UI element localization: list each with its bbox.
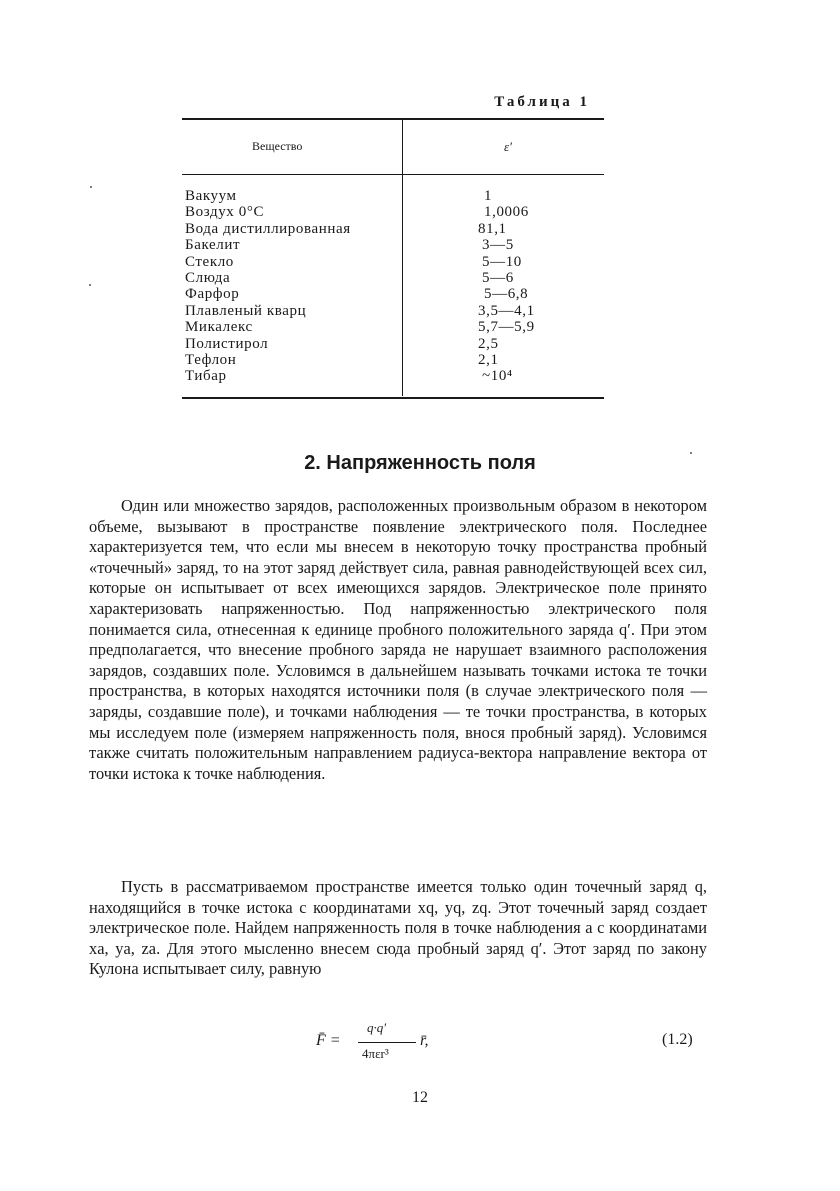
- substance-cell: Воздух 0°С: [185, 204, 265, 221]
- substance-cell: Полистирол: [185, 335, 269, 352]
- page-number: 12: [412, 1089, 428, 1106]
- print-speck: [690, 452, 692, 454]
- table-bottom-rule: [182, 397, 604, 399]
- coulomb-formula: [316, 1020, 516, 1066]
- epsilon-cell: 2,5: [478, 335, 499, 352]
- substance-cell: Бакелит: [185, 237, 241, 254]
- table-row: [182, 303, 604, 319]
- epsilon-cell: 3—5: [482, 237, 514, 254]
- formula-lhs: F̄ =: [316, 1032, 341, 1049]
- epsilon-cell: 1: [484, 188, 493, 204]
- substance-cell: Плавленый кварц: [185, 302, 307, 319]
- data-table: [182, 118, 604, 400]
- epsilon-cell: 1,0006: [484, 204, 529, 221]
- substance-cell: Фарфор: [185, 286, 240, 303]
- table-row: [182, 188, 604, 204]
- table-row: [182, 319, 604, 335]
- epsilon-cell: 5—6,8: [484, 286, 529, 303]
- table-row: [182, 237, 604, 253]
- formula-tail: r̄,: [420, 1032, 429, 1049]
- substance-cell: Тибар: [185, 368, 227, 385]
- epsilon-cell: 81,1: [478, 220, 507, 237]
- table-row: [182, 254, 604, 270]
- print-speck: [89, 284, 91, 286]
- table-row: [182, 270, 604, 286]
- substance-cell: Слюда: [185, 269, 231, 286]
- table-row: [182, 221, 604, 237]
- section-title: 2. Напряженность поля: [304, 452, 536, 474]
- column-header-substance: Вещество: [252, 139, 303, 153]
- equation-number: (1.2): [662, 1031, 693, 1048]
- table-header-rule: [182, 174, 604, 175]
- substance-cell: Вода дистиллированная: [185, 220, 351, 237]
- epsilon-cell: 5,7—5,9: [478, 319, 535, 336]
- table-row: [182, 286, 604, 302]
- table-row: [182, 336, 604, 352]
- epsilon-cell: ~10⁴: [482, 368, 513, 385]
- epsilon-cell: 5—6: [482, 269, 514, 286]
- table-body: [182, 188, 604, 385]
- paragraph: Пусть в рассматриваемом пространстве имеется только один точечный заряд q, находящийся в точке истока с координатами xq, yq, zq. Этот точечный заряд создает электрическое поле. Найдем напряженность поля в точке наблюдения a с координатами xa, ya, za. Для этого мысленно внесем сюда пробный заряд q′. Этот заряд по закону Кулона испытывает силу, равную: [89, 877, 707, 979]
- epsilon-cell: 2,1: [478, 351, 499, 368]
- column-header-epsilon: ε′: [504, 139, 512, 154]
- formula-denominator: 4πεr³: [362, 1046, 389, 1061]
- formula-numerator: q·q′: [367, 1020, 387, 1035]
- fraction-bar: [358, 1042, 416, 1043]
- epsilon-cell: 3,5—4,1: [478, 302, 535, 319]
- table-caption: Таблица 1: [494, 94, 590, 110]
- table-row: [182, 368, 604, 384]
- epsilon-cell: 5—10: [482, 253, 522, 270]
- substance-cell: Микалекс: [185, 319, 253, 336]
- table-top-rule: [182, 118, 604, 120]
- substance-cell: Стекло: [185, 253, 234, 270]
- print-speck: [90, 186, 92, 188]
- substance-cell: Вакуум: [185, 188, 237, 204]
- paragraph: Один или множество зарядов, расположенных произвольным образом в некотором объеме, вызывают в пространстве появление электрического поля. Последнее характеризуется тем, что если мы внесем в некоторую точку пространства пробный «точечный» заряд, то на этот заряд действует сила, равная равнодействующей всех сил, которые он испытывает от всех имеющихся зарядов. Электрическое поле принято характеризовать напряженностью. Под напряженностью электрического поля понимается сила, отнесенная к единице пробного положительного заряда q′. При этом предполагается, что внесение пробного заряда не нарушает взаимного расположения зарядов, создавших поле. Условимся в дальнейшем называть точками истока те точки пространства, в которых находятся источники поля (в случае электрического поля — заряды, создавшие поле), и точками наблюдения — те точки пространства, в которых мы исследуем поле (измеряем напряженность поля, внося пробный заряд). Условимся также считать положительным направлением радиуса-вектора направление вектора от точки истока к точке наблюдения.: [89, 496, 707, 783]
- table-row: [182, 352, 604, 368]
- table-row: [182, 204, 604, 220]
- substance-cell: Тефлон: [185, 351, 237, 368]
